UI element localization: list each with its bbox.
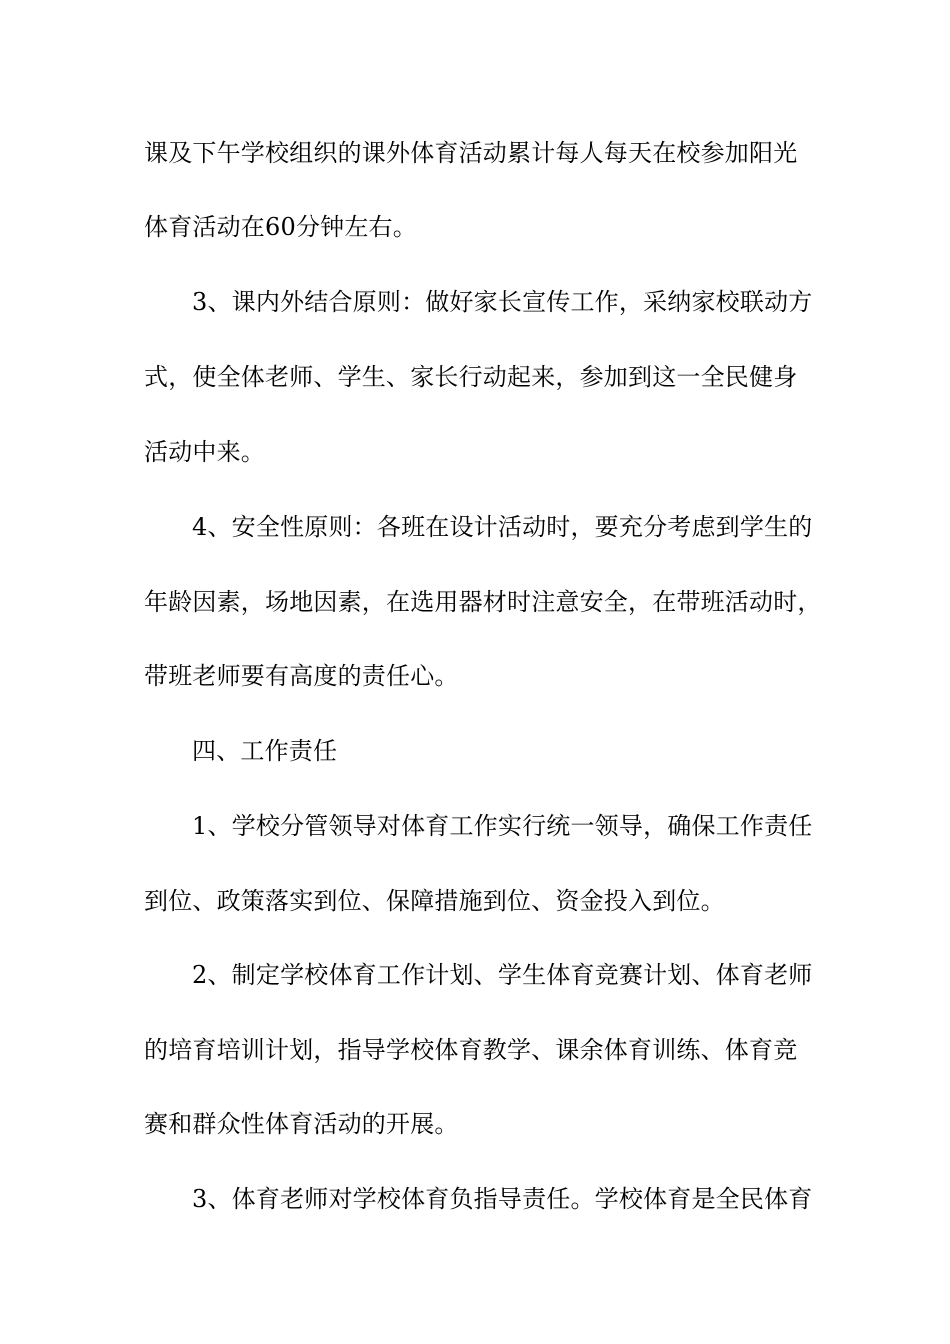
paragraph-start-line: 1、学校分管领导对体育工作实行统一领导，确保工作责任 [192,812,813,840]
text-line: 赛和群众性体育活动的开展。 [144,1110,459,1138]
text-line: 课及下午学校组织的课外体育活动累计每人每天在校参加阳光 [144,139,798,167]
paragraph-start-line: 4、安全性原则：各班在设计活动时，要充分考虑到学生的 [192,513,813,541]
text-line: 活动中来。 [144,438,265,466]
paragraph-start-line: 2、制定学校体育工作计划、学生体育竞赛计划、体育老师 [192,961,813,989]
text-line: 年龄因素，场地因素，在选用器材时注意安全，在带班活动时， [144,588,822,616]
text-line: 到位、政策落实到位、保障措施到位、资金投入到位。 [144,887,725,915]
paragraph-start-line: 3、体育老师对学校体育负指导责任。学校体育是全民体育 [192,1185,813,1213]
text-line: 式，使全体老师、学生、家长行动起来，参加到这一全民健身 [144,363,798,391]
section-heading: 四、工作责任 [192,737,338,765]
text-line: 的培育培训计划，指导学校体育教学、课余体育训练、体育竞 [144,1036,798,1064]
text-line: 带班老师要有高度的责任心。 [144,662,459,690]
text-line: 体育活动在60分钟左右。 [144,213,417,241]
paragraph-start-line: 3、课内外结合原则：做好家长宣传工作，采纳家校联动方 [192,288,813,316]
